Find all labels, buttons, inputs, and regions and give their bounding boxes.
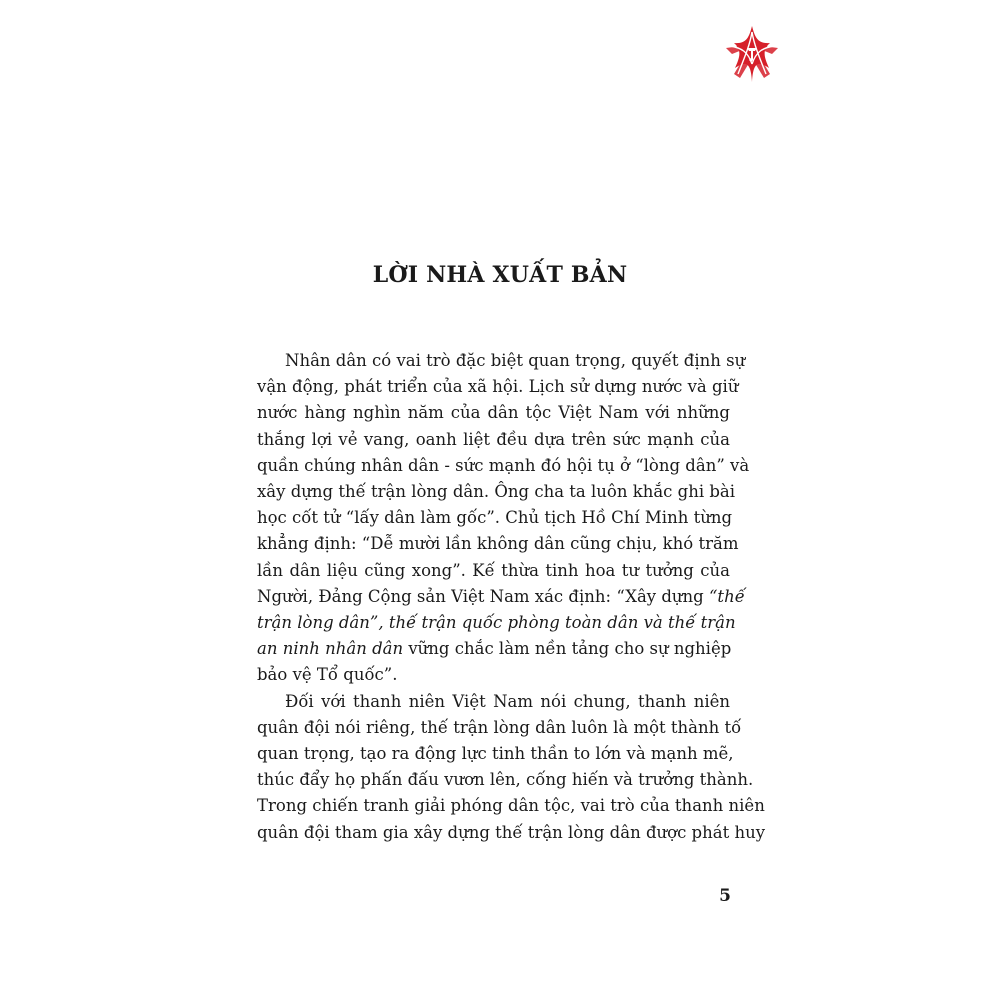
- text-line: [257, 584, 745, 610]
- text-line: quân đội tham gia xây dựng thế trận lòng dân được phát huy: [257, 822, 766, 842]
- text-line: [257, 636, 730, 662]
- text-line: quân đội nói riêng, thế trận lòng dân luôn là một thành tố: [257, 717, 742, 737]
- text-line: quần chúng nhân dân - sức mạnh đó hội tụ ở “lòng dân” và: [257, 455, 750, 475]
- text-line-italic: an ninh nhân dân: [257, 639, 404, 659]
- page-heading: LỜI NHÀ XUẤT BẢN: [372, 262, 628, 288]
- page-number: 5: [719, 886, 731, 906]
- text-line: học cốt tử “lấy dân làm gốc”. Chủ tịch Hồ Chí Minh từng: [257, 508, 733, 528]
- text-line: khẳng định: “Dễ mười lần không dân cũng chịu, khó trăm: [257, 534, 739, 554]
- text-line-italic: trận lòng dân”, thế trận quốc phòng toàn dân và thế trận: [257, 613, 736, 633]
- text-line: Nhân dân có vai trò đặc biệt quan trọng, quyết định sự: [285, 351, 746, 370]
- text-line: lần dân liệu cũng xong”. Kế thừa tinh hoa tư tưởng của: [257, 560, 730, 580]
- text-line: nước hàng nghìn năm của dân tộc Việt Nam với những: [257, 403, 730, 423]
- text-line: thúc đẩy họ phấn đấu vươn lên, cống hiến và trưởng thành.: [257, 770, 754, 790]
- text-line-italic: “thế: [709, 586, 745, 606]
- body-text: [257, 348, 766, 846]
- text-line: xây dựng thế trận lòng dân. Ông cha ta luôn khắc ghi bài: [257, 482, 736, 502]
- text-line: quan trọng, tạo ra động lực tinh thần to lớn và mạnh mẽ,: [257, 744, 734, 764]
- text-line: thắng lợi vẻ vang, oanh liệt đều dựa trên sức mạnh của: [257, 429, 730, 449]
- text-line-regular: Người, Đảng Cộng sản Việt Nam xác định: “Xây dựng: [257, 586, 709, 606]
- text-line: vận động, phát triển của xã hội. Lịch sử dựng nước và giữ: [257, 377, 739, 397]
- text-line: Đối với thanh niên Việt Nam nói chung, thanh niên: [285, 691, 730, 711]
- text-line-regular: vững chắc làm nền tảng cho sự nghiệp: [403, 639, 732, 659]
- text-line: Trong chiến tranh giải phóng dân tộc, vai trò của thanh niên: [257, 796, 765, 816]
- text-line: bảo vệ Tổ quốc”.: [257, 665, 398, 685]
- text-line: [257, 610, 736, 636]
- publisher-star-emblem-icon: [722, 24, 782, 84]
